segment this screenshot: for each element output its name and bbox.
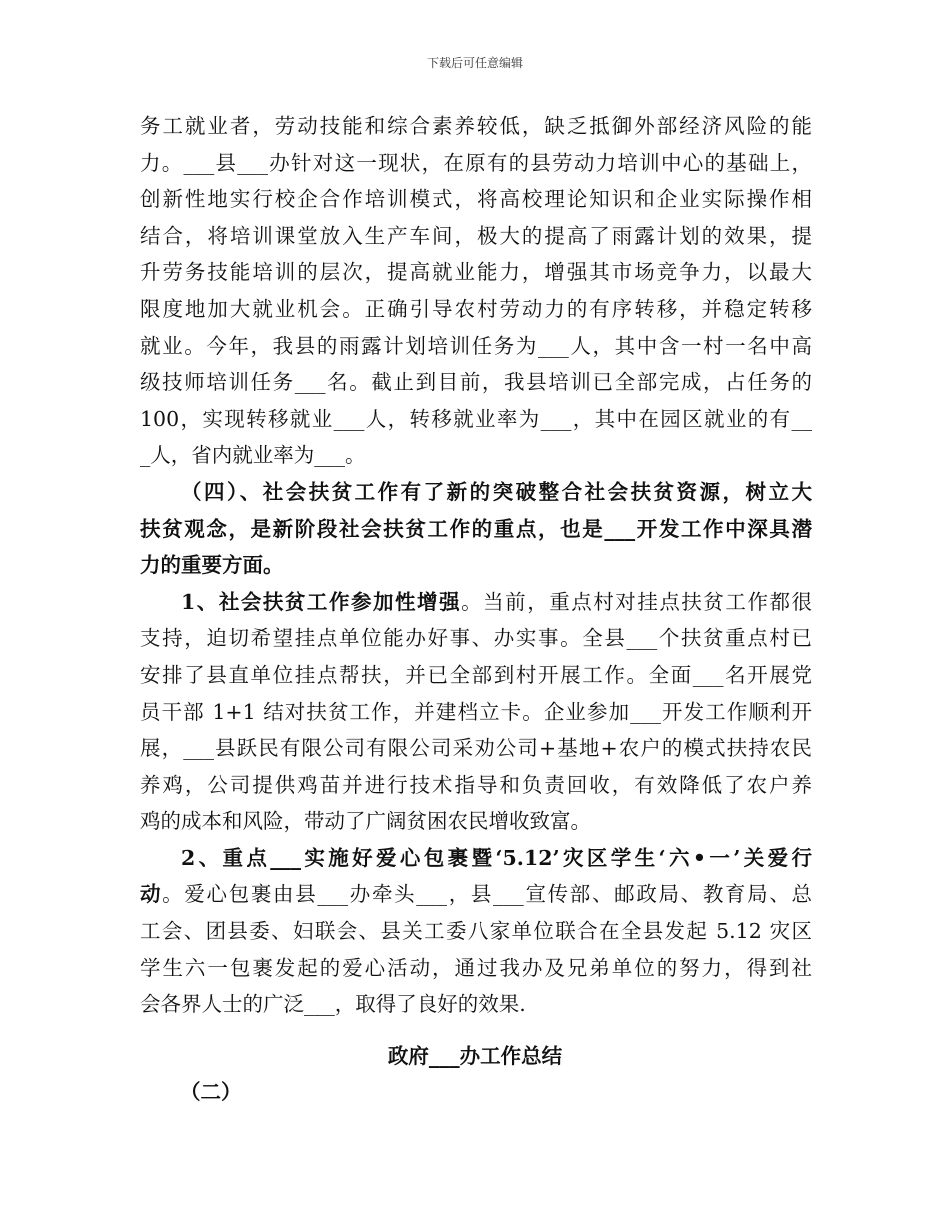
text-line: 会各界人士的广泛___，取得了良好的效果. [140, 992, 526, 1017]
document-body [140, 108, 812, 1023]
paragraph-training [140, 108, 812, 474]
heading-line: （四）、社会扶贫工作有了新的突破整合社会扶贫资源，树立大 [181, 479, 812, 504]
text-line: 支持，迫切希望挂点单位能办好事、办实事。全县___个扶贫重点村已 [140, 626, 812, 651]
text-line: 限度地加大就业机会。正确引导农村劳动力的有序转移，并稳定转移 [140, 296, 812, 321]
document-subtitle: （二） [180, 1080, 242, 1104]
text-line: 学生六一包裹发起的爱心活动，通过我办及兄弟单位的努力，得到社 [140, 955, 812, 980]
heading-line: 扶贫观念，是新阶段社会扶贫工作的重点，也是___开发工作中深具潜 [140, 516, 812, 541]
text-line: 100，实现转移就业___人，转移就业率为___，其中在园区就业的有__ [140, 406, 812, 431]
text-line: 级技师培训任务___名。截止到目前，我县培训已全部完成，占任务的 [140, 370, 812, 395]
text-line: 鸡的成本和风险，带动了广阔贫困农民增收致富。 [140, 809, 591, 834]
text-line [140, 876, 812, 913]
text-line: 安排了县直单位挂点帮扶，并已全部到村开展工作。全面___名开展党 [140, 662, 812, 687]
text-line: 务工就业者，劳动技能和综合素养较低，缺乏抵御外部经济风险的能 [140, 114, 812, 138]
text-line: 养鸡，公司提供鸡苗并进行技术指导和负责回收，有效降低了农户养 [140, 772, 812, 797]
text-span: 。当前，重点村对挂点扶贫工作都很 [461, 589, 813, 614]
text-line: _人，省内就业率为___。 [140, 443, 366, 468]
text-line: 员干部 1+1 结对扶贫工作，并建档立卡。企业参加___开发工作顺利开 [140, 699, 812, 724]
item-heading: 2、重点___实施好爱心包裹暨‘5.12’灾区学生‘六•一’关爱行 [181, 845, 812, 870]
text-span: 。爱心包裹由县___办牵头___，县___宣传部、邮政局、教育局、总 [162, 882, 813, 907]
heading-line: 力的重要方面。 [140, 553, 284, 578]
section-heading-4 [140, 474, 812, 584]
text-line: 工会、团县委、妇联会、县关工委八家单位联合在全县发起 5.12 灾区 [140, 919, 812, 944]
text-line [140, 584, 812, 621]
text-line: 就业。今年，我县的雨露计划培训任务为___人，其中含一村一名中高 [140, 333, 812, 358]
item-heading-end: 动 [140, 882, 163, 907]
paragraph-item-2 [140, 840, 812, 1023]
text-line: 展，___县跃民有限公司有限公司采劝公司+基地+农户的模式扶持农民 [140, 736, 812, 761]
document-title: 政府___办工作总结 [387, 1044, 563, 1068]
item-heading: 1、社会扶贫工作参加性增强 [181, 589, 462, 614]
text-line: 创新性地实行校企合作培训模式，将高校理论知识和企业实际操作相 [140, 187, 812, 212]
text-line: 结合，将培训课堂放入生产车间，极大的提高了雨露计划的效果，提 [140, 223, 812, 248]
paragraph-item-1 [140, 584, 812, 840]
text-line: 升劳务技能培训的层次，提高就业能力，增强其市场竞争力，以最大 [140, 260, 812, 285]
page-header-note: 下载后可任意编辑 [426, 56, 523, 70]
text-line: 力。___县___办针对这一现状，在原有的县劳动力培训中心的基础上， [140, 150, 812, 175]
